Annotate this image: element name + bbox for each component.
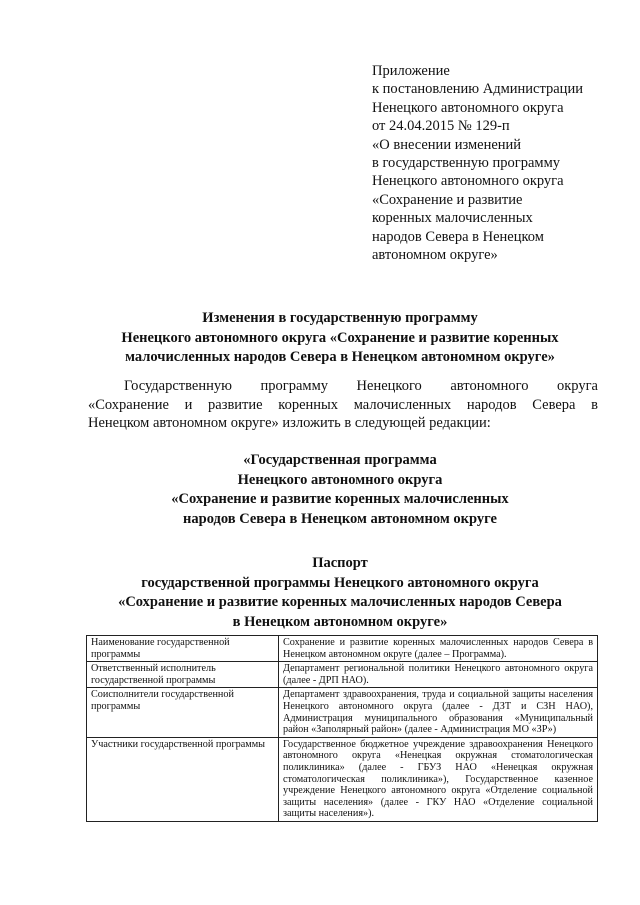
row-label: Участники государственной программы	[87, 737, 279, 821]
program-title-line: народов Севера в Ненецком автономном округе	[183, 510, 497, 527]
table-row	[87, 636, 598, 662]
row-label: Ответственный исполнитель государственной программы	[87, 662, 279, 688]
appendix-line: Ненецкого автономного округа	[372, 99, 564, 116]
row-label: Соисполнители государственной программы	[87, 688, 279, 737]
row-value: Департамент региональной политики Ненецкого автономного округа (далее - ДРП НАО).	[279, 662, 598, 688]
program-title-line: «Сохранение и развитие коренных малочисленных	[171, 491, 509, 507]
row-value: Сохранение и развитие коренных малочисленных народов Севера в Ненецком автономном округе (далее – Программа).	[279, 636, 598, 662]
row-value: Государственное бюджетное учреждение здравоохранения Ненецкого автономного округа «Ненецкая окружная стоматологическая поликлиника» (далее - ГБУЗ НАО «Ненецкая окружная стоматологическая поликлиника»), Государственное казенное учреждение Ненецкого автономного округа «Отделение социальной защиты населения» (далее - ГКУ НАО «Отделение социальной защиты населения»).	[279, 737, 598, 821]
row-value: Департамент здравоохранения, труда и социальной защиты населения Ненецкого автономного округа (далее - ДЗТ и СЗН НАО), Администрация муниципального образования «Муниципальный район «Заполярный район» (далее - Администрация МО «ЗР»)	[279, 688, 598, 737]
intro-line: Ненецком автономном округе» изложить в следующей редакции:	[88, 415, 491, 431]
appendix-line: от 24.04.2015 № 129-п	[372, 118, 510, 135]
intro-line: «Сохранение и развитие коренных малочисленных народов Севера в	[88, 396, 598, 413]
changes-title-line: малочисленных народов Севера в Ненецком автономном округе»	[125, 349, 555, 365]
passport-title	[60, 554, 620, 632]
program-title-line: «Государственная программа	[243, 452, 437, 468]
appendix-line: «Сохранение и развитие	[372, 191, 523, 208]
passport-title-line: государственной программы Ненецкого автономного округа	[141, 574, 539, 591]
appendix-line: «О внесении изменений	[372, 136, 522, 153]
passport-title-line: в Ненецком автономном округе»	[232, 613, 448, 630]
program-title	[60, 451, 620, 529]
table-row	[87, 662, 598, 688]
changes-title	[60, 309, 620, 368]
program-title-line: Ненецкого автономного округа	[237, 471, 443, 488]
appendix-line: Приложение	[372, 63, 450, 79]
appendix-line: коренных малочисленных	[372, 210, 533, 227]
passport-table	[86, 635, 598, 822]
appendix-line: Ненецкого автономного округа	[372, 173, 564, 190]
appendix-line: к постановлению Администрации	[372, 81, 583, 98]
intro-line: Государственную программу Ненецкого автономного округа	[124, 378, 598, 394]
changes-title-line: Изменения в государственную программу	[202, 310, 478, 326]
appendix-block	[372, 62, 622, 264]
appendix-line: в государственную программу	[372, 155, 561, 172]
changes-title-line: Ненецкого автономного округа «Сохранение и развитие коренных	[121, 329, 559, 346]
table-row	[87, 737, 598, 821]
passport-title-line: Паспорт	[312, 555, 368, 571]
appendix-line: автономном округе»	[372, 247, 498, 264]
row-label: Наименование государственной программы	[87, 636, 279, 662]
appendix-line: народов Севера в Ненецком	[372, 228, 544, 245]
intro-paragraph	[88, 377, 598, 433]
passport-title-line: «Сохранение и развитие коренных малочисленных народов Севера	[118, 594, 562, 610]
table-row	[87, 688, 598, 737]
